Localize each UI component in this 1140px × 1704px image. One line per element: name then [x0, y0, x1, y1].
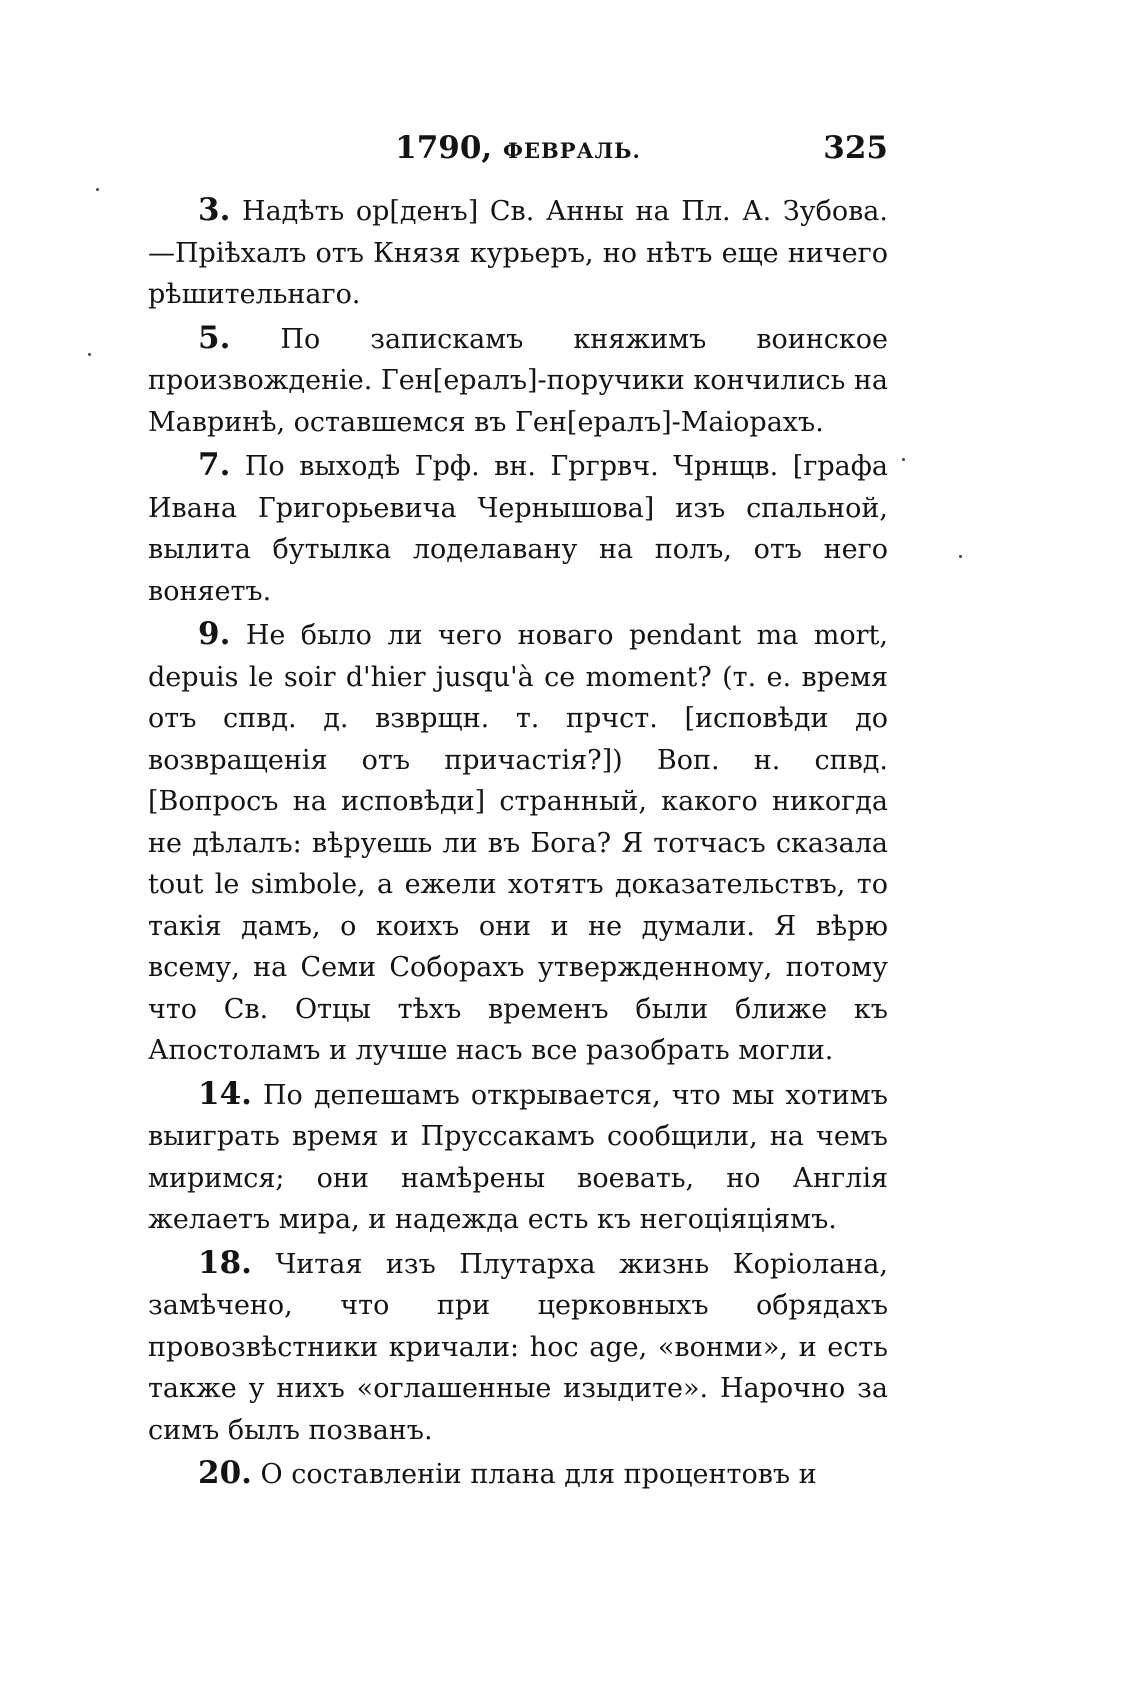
scan-speck	[88, 353, 91, 356]
diary-entry	[148, 1074, 888, 1241]
entry-text: Не было ли чего новаго pendant ma mort, depuis le soir d'hier jusqu'à ce moment? (т. е. время отъ спвд. д. взврщн. т. прчст. [исповѣди до возвращенія отъ причастія?]) Воп. н. спвд. [Вопросъ на исповѣди] странный, какого никогда не дѣлалъ: вѣруешь ли въ Бога? Я тотчасъ сказала tout le simbole, а ежели хотятъ доказательствъ, то такія дамъ, о коихъ они и не думали. Я вѣрю всему, на Семи Соборахъ утвержденному, потому что Св. Отцы тѣхъ временъ были ближе къ Апостоламъ и лучше насъ все разобрать могли.	[148, 620, 888, 1066]
entry-text: Надѣть ор[денъ] Св. Анны на Пл. А. Зубова.—Пріѣхалъ отъ Князя курьеръ, но нѣтъ еще ничего рѣшительнаго.	[148, 196, 888, 310]
diary-entry	[148, 190, 888, 316]
diary-entry	[148, 1243, 888, 1452]
entry-text: Читая изъ Плутарха жизнь Коріолана, замѣчено, что при церковныхъ обрядахъ провозвѣстники кричали: hoc age, «вонми», и есть также у нихъ «оглашенные изыдите». Нарочно за симъ былъ позванъ.	[148, 1248, 888, 1446]
header-year: 1790,	[395, 130, 493, 166]
entry-day: 9.	[198, 616, 231, 652]
entry-day: 7.	[198, 447, 231, 483]
diary-entry	[148, 318, 888, 444]
entry-day: 18.	[198, 1244, 252, 1281]
page-number: 325	[823, 130, 888, 166]
diary-entry	[148, 445, 888, 612]
diary-entry	[148, 614, 888, 1072]
scan-speck	[902, 458, 905, 461]
entry-day: 5.	[198, 319, 231, 356]
header-month: ФЕВРАЛЬ.	[503, 138, 641, 163]
scan-speck	[96, 188, 99, 191]
entry-text: По запискамъ княжимъ воинское произвожденіе. Ген[ералъ]-поручики кончились на Мавринѣ, оставшемся въ Ген[ералъ]-Маіорахъ.	[148, 323, 889, 438]
entry-day: 14.	[198, 1075, 252, 1112]
running-header	[148, 130, 888, 190]
scan-speck	[959, 555, 962, 558]
entry-text: По депешамъ открывается, что мы хотимъ выиграть время и Пруссакамъ сообщили, на чемъ миримся; они намѣрены воевать, но Англія желаетъ мира, и надежда есть къ негоціяціямъ.	[148, 1079, 888, 1235]
book-page	[148, 130, 888, 1498]
header-title	[148, 130, 888, 166]
entry-text: По выходѣ Грф. вн. Гргрвч. Чрнщв. [графа Ивана Григорьевича Чернышова] изъ спальной, вылита бутылка лоделавану на полъ, отъ него воняетъ.	[148, 451, 888, 607]
diary-entry	[148, 1453, 888, 1496]
entry-text: О составленіи плана для процентовъ и	[260, 1459, 817, 1490]
entry-day: 3.	[198, 192, 231, 228]
entry-day: 20.	[198, 1455, 252, 1491]
